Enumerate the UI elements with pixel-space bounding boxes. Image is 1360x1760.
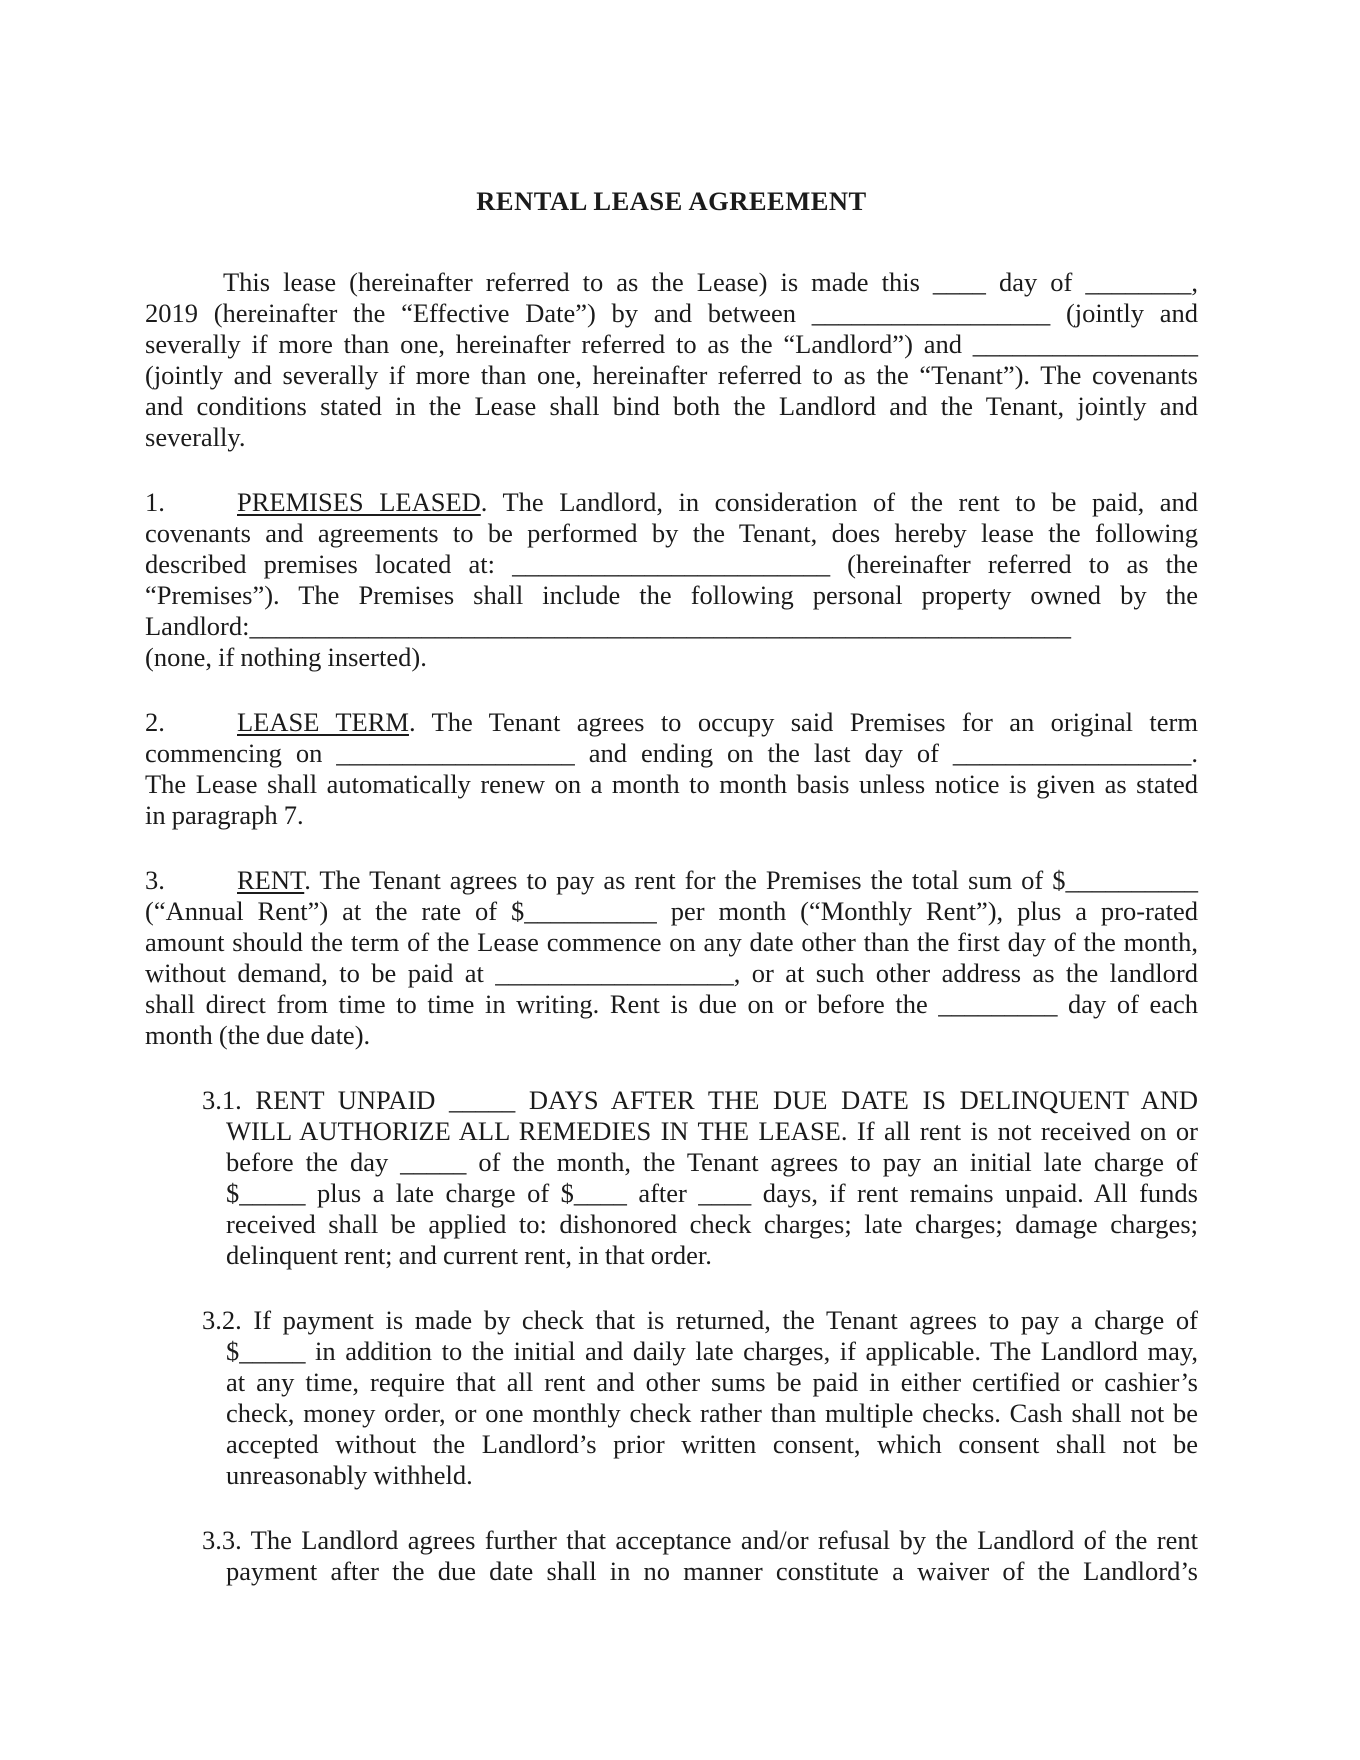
subsection-number: 3.1. — [202, 1085, 242, 1115]
section-line: “Premises”). The Premises shall include the following personal property owned by the — [145, 580, 1198, 610]
subsection-3-1 — [202, 1085, 1199, 1271]
section-first-line — [145, 865, 1198, 896]
section-first-line — [145, 487, 1198, 518]
subsection-first-line — [202, 1085, 1199, 1116]
section-line: shall direct from time to time in writing. Rent is due on or before the _________ day of each — [145, 989, 1198, 1019]
subsection-first-line — [202, 1525, 1199, 1556]
subsection-text: RENT UNPAID _____ DAYS AFTER THE DUE DATE IS DELINQUENT AND — [255, 1085, 1199, 1115]
intro-paragraph — [145, 267, 1198, 453]
subsection-number: 3.2. — [202, 1305, 242, 1335]
intro-line: This lease (hereinafter referred to as the Lease) is made this ____ day of ________, — [223, 267, 1198, 297]
subsection-line: $_____ in addition to the initial and daily late charges, if applicable. The Landlord may, — [226, 1336, 1198, 1366]
subsection-line: payment after the due date shall in no manner constitute a waiver of the Landlord’s — [226, 1556, 1198, 1586]
subsection-text: The Landlord agrees further that acceptance and/or refusal by the Landlord of the rent — [250, 1525, 1199, 1555]
subsection-line: WILL AUTHORIZE ALL REMEDIES IN THE LEASE. If all rent is not received on or — [226, 1116, 1198, 1146]
intro-line: severally if more than one, hereinafter referred to as the “Landlord”) and _________________ — [145, 329, 1198, 359]
section-3-rent — [145, 865, 1198, 1051]
intro-line: severally. — [145, 422, 246, 452]
section-line: month (the due date). — [145, 1020, 371, 1050]
section-number: 3. — [145, 865, 165, 895]
subsection-text: If payment is made by check that is returned, the Tenant agrees to pay a charge of — [253, 1305, 1198, 1335]
section-number: 2. — [145, 707, 165, 737]
page-content — [145, 186, 1198, 1587]
section-line: in paragraph 7. — [145, 800, 304, 830]
intro-line: 2019 (hereinafter the “Effective Date”) by and between __________________ (jointly and — [145, 298, 1198, 328]
subsection-line: before the day _____ of the month, the Tenant agrees to pay an initial late charge of — [226, 1147, 1198, 1177]
section-line: commencing on __________________ and ending on the last day of __________________. — [145, 738, 1198, 768]
subsection-line: at any time, require that all rent and other sums be paid in either certified or cashier’s — [226, 1367, 1198, 1397]
subsection-3-2 — [202, 1305, 1198, 1491]
section-number: 1. — [145, 487, 165, 517]
section-line: covenants and agreements to be performed by the Tenant, does hereby lease the following — [145, 518, 1198, 548]
subsection-3-3 — [202, 1525, 1199, 1587]
section-line: without demand, to be paid at __________________, or at such other address as the landlord — [145, 958, 1198, 988]
subsection-line: check, money order, or one monthly check rather than multiple checks. Cash shall not be — [226, 1398, 1198, 1428]
section-heading: PREMISES LEASED — [237, 487, 481, 517]
section-line-blank-fill: Landlord:______________________________________________________________ — [145, 611, 1071, 641]
page-title: RENTAL LEASE AGREEMENT — [476, 186, 867, 216]
intro-line: (jointly and severally if more than one, hereinafter referred to as the “Tenant”). The covenants — [145, 360, 1198, 390]
section-2-lease-term — [145, 707, 1198, 831]
section-first-line — [145, 707, 1198, 738]
subsection-first-line — [202, 1305, 1198, 1336]
section-1-premises-leased — [145, 487, 1198, 673]
section-heading: LEASE TERM — [237, 707, 409, 737]
section-line: (“Annual Rent”) at the rate of $__________ per month (“Monthly Rent”), plus a pro-rated — [145, 896, 1198, 926]
section-text: . The Tenant agrees to pay as rent for the Premises the total sum of $__________ — [304, 865, 1198, 895]
subsection-line: delinquent rent; and current rent, in that order. — [226, 1240, 712, 1270]
section-line: The Lease shall automatically renew on a month to month basis unless notice is given as stated — [145, 769, 1198, 799]
section-line: amount should the term of the Lease commence on any date other than the first day of the month, — [145, 927, 1198, 957]
subsection-line: $_____ plus a late charge of $____ after ____ days, if rent remains unpaid. All funds — [226, 1178, 1198, 1208]
section-line: described premises located at: ________________________ (hereinafter referred to as the — [145, 549, 1198, 579]
section-heading: RENT — [237, 865, 305, 895]
section-text: . The Landlord, in consideration of the rent to be paid, and — [480, 487, 1199, 517]
section-line: (none, if nothing inserted). — [145, 642, 427, 672]
subsection-line: received shall be applied to: dishonored check charges; late charges; damage charges; — [226, 1209, 1198, 1239]
subsection-line: unreasonably withheld. — [226, 1460, 473, 1490]
subsection-line: accepted without the Landlord’s prior written consent, which consent shall not be — [226, 1429, 1198, 1459]
subsection-number: 3.3. — [202, 1525, 242, 1555]
section-text: . The Tenant agrees to occupy said Premises for an original term — [408, 707, 1198, 737]
intro-line: and conditions stated in the Lease shall bind both the Landlord and the Tenant, jointly and — [145, 391, 1198, 421]
